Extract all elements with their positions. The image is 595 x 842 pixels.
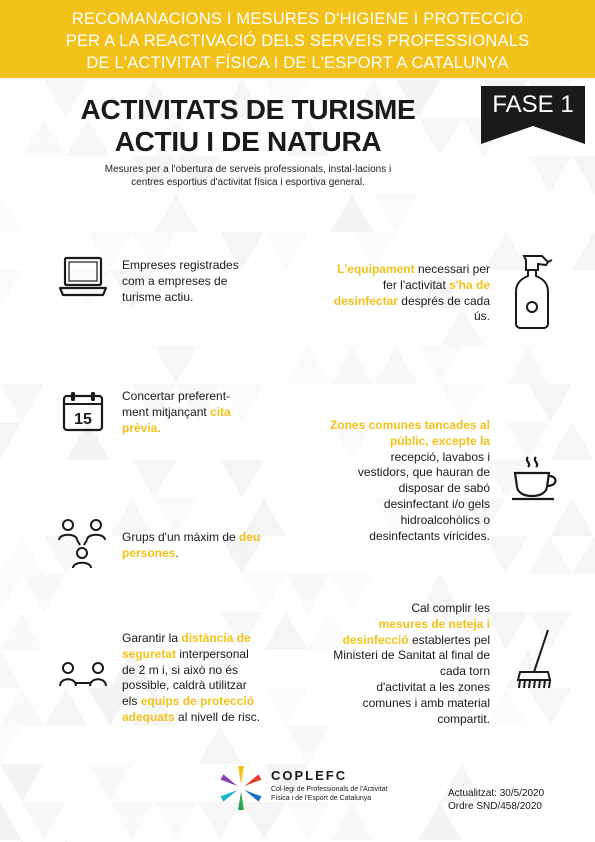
text-line	[122, 663, 260, 679]
background-triangle	[286, 802, 330, 840]
background-triangle	[176, 156, 220, 194]
text-line	[298, 278, 490, 294]
highlighted-text: s'ha de	[449, 277, 490, 292]
background-triangle	[528, 536, 572, 574]
background-triangle	[330, 802, 374, 840]
text-line	[122, 274, 239, 290]
body-text: hidroalcohòlics o	[400, 512, 490, 527]
background-triangle	[132, 460, 176, 498]
background-triangle	[528, 688, 572, 726]
text-line	[298, 309, 490, 325]
page-title-line-2: ACTIU I DE NATURA	[114, 126, 382, 157]
background-triangle	[418, 346, 462, 384]
legal-order: Ordre SND/458/2020	[448, 801, 542, 812]
body-text: recepció, lavabos i	[390, 449, 490, 464]
item-group-size-text	[122, 530, 260, 562]
background-triangle	[22, 574, 66, 612]
highlighted-text: deu	[239, 530, 261, 544]
text-line	[122, 389, 231, 405]
body-text: cada torn	[439, 664, 490, 679]
body-text: com a empreses de	[122, 273, 228, 288]
phase-badge-label: FASE 1	[492, 91, 574, 118]
text-line	[122, 546, 260, 562]
text-line	[122, 405, 231, 421]
body-text: ús.	[473, 309, 490, 324]
coffee-cup-icon	[510, 455, 560, 501]
distance-icon	[58, 660, 108, 692]
body-text: d'activitat a les zones	[376, 679, 490, 694]
background-triangle	[154, 194, 198, 232]
header-line-2: PER A LA REACTIVACIÓ DELS SERVEIS PROFESSIONALS	[65, 32, 530, 50]
item-cleaning-measures-text	[290, 601, 490, 727]
background-triangle	[88, 764, 132, 802]
text-line	[288, 497, 490, 513]
background-triangle	[440, 384, 484, 422]
background-triangle	[22, 802, 66, 840]
highlighted-text: desinfectar	[333, 293, 398, 308]
highlighted-text: persones	[122, 545, 176, 560]
text-line	[288, 450, 490, 466]
body-text: establertes pel	[408, 632, 490, 647]
body-text: els	[122, 694, 141, 709]
background-triangle	[0, 650, 22, 688]
highlighted-text: seguretat	[122, 646, 177, 661]
background-triangle	[0, 612, 44, 650]
background-triangle	[110, 802, 154, 840]
background-triangle	[0, 422, 22, 460]
text-line	[288, 529, 490, 545]
body-text: compartit.	[437, 711, 490, 726]
body-text: ment mitjançant	[122, 404, 211, 419]
highlighted-text: públic, excepte la	[389, 433, 490, 448]
text-line	[288, 465, 490, 481]
body-text: comunes i amb material	[362, 695, 490, 710]
text-line	[122, 258, 239, 274]
coplefc-star-logo-icon	[215, 762, 267, 814]
background-triangle	[330, 194, 374, 232]
background-triangle	[220, 460, 264, 498]
background-triangle	[154, 802, 198, 840]
laptop-icon	[58, 252, 108, 302]
text-line	[290, 680, 490, 696]
item-registered-companies-text	[122, 258, 239, 305]
background-triangle	[0, 384, 44, 422]
highlighted-text: L'equipament	[337, 262, 415, 276]
background-triangle	[572, 156, 595, 194]
background-triangle	[286, 346, 330, 384]
text-line	[122, 710, 260, 726]
subtitle-line-1: Mesures per a l'obertura de serveis professionals, instal·lacions i	[104, 164, 392, 175]
highlighted-text: cita	[210, 404, 231, 419]
text-line	[290, 664, 490, 680]
background-triangle	[154, 346, 198, 384]
highlighted-text: prèvia.	[122, 420, 161, 435]
text-line	[298, 294, 490, 310]
header-line-3: DE L'ACTIVITAT FÍSICA I DE L'ESPORT A CATALUNYA	[86, 54, 509, 72]
highlighted-text: desinfecció	[342, 632, 409, 647]
body-text: Empreses registrades	[122, 258, 239, 272]
background-triangle	[330, 346, 374, 384]
body-text: Concertar preferent-	[122, 389, 231, 403]
background-triangle	[0, 194, 22, 232]
background-triangle	[44, 688, 88, 726]
org-name-line-1: Col·legi de Professionals de l'Activitat	[271, 786, 388, 793]
brand-name: COPLEFC	[271, 768, 348, 783]
body-text: de 2 m i, si això no és	[122, 662, 239, 677]
background-triangle	[572, 232, 595, 270]
org-name-line-2: Física i de l'Esport de Catalunya	[271, 795, 372, 802]
body-text: necessari per	[414, 262, 490, 276]
updated-date: Actualitzat: 30/5/2020	[448, 788, 545, 799]
highlighted-text: Zones comunes tancades al	[329, 418, 490, 432]
background-triangle	[0, 574, 22, 612]
background-triangle	[0, 536, 44, 574]
body-text: turisme actiu.	[122, 289, 194, 304]
background-triangle	[0, 726, 22, 764]
background-triangle	[374, 346, 418, 384]
background-triangle	[0, 764, 44, 802]
text-line	[290, 601, 490, 617]
background-triangle	[506, 346, 550, 384]
background-triangle	[0, 270, 22, 308]
background-triangle	[0, 688, 44, 726]
spray-bottle-icon	[512, 252, 554, 330]
text-line	[288, 418, 490, 434]
background-triangle	[198, 726, 242, 764]
text-line	[290, 712, 490, 728]
text-line	[298, 262, 490, 278]
header-banner	[0, 0, 595, 78]
background-triangle	[528, 156, 572, 194]
page-title-line-1: ACTIVITATS DE TURISME	[80, 94, 416, 125]
text-line	[122, 631, 260, 647]
highlighted-text: distància de	[181, 631, 251, 645]
body-text: després de cada	[397, 293, 490, 308]
item-appointment-text	[122, 389, 231, 436]
background-triangle	[550, 498, 594, 536]
calendar-day: 15	[74, 411, 92, 428]
group-icon	[56, 516, 108, 574]
text-line	[122, 530, 260, 546]
background-triangle	[132, 156, 176, 194]
background-triangle	[374, 194, 418, 232]
body-text: desinfectant i/o gels	[383, 496, 490, 511]
text-line	[290, 633, 490, 649]
item-common-areas-text	[288, 418, 490, 544]
body-text: desinfectants viricides.	[369, 528, 490, 543]
highlighted-text: equips de protecció	[140, 694, 255, 709]
text-line	[290, 648, 490, 664]
calendar-icon	[60, 389, 106, 435]
body-text: interpersonal	[176, 646, 249, 661]
body-text: fer l'activitat	[382, 277, 450, 292]
body-text: al nivell de risc.	[174, 709, 261, 724]
body-text: .	[175, 545, 179, 560]
body-text: Garantir la	[122, 631, 182, 645]
body-text: Cal complir les	[411, 601, 490, 615]
body-text: vestidors, que hauran de	[357, 465, 490, 480]
header-line-1: RECOMANACIONS I MESURES D'HIGIENE I PROTECCIÓ	[71, 10, 524, 28]
background-triangle	[286, 726, 330, 764]
text-line	[288, 513, 490, 529]
body-text: Ministeri de Sanitat al final de	[333, 648, 490, 663]
phase-badge	[481, 86, 585, 149]
item-safety-distance-text	[122, 631, 260, 726]
text-line	[122, 678, 260, 694]
highlighted-text: adequats	[122, 709, 175, 724]
text-line	[122, 694, 260, 710]
text-line	[288, 434, 490, 450]
background-triangle	[528, 384, 572, 422]
background-triangle	[484, 688, 528, 726]
background-triangle	[484, 536, 528, 574]
subtitle-line-2: centres esportius d'activitat física i esportiva general.	[131, 177, 365, 188]
text-line	[290, 696, 490, 712]
mop-icon	[510, 628, 560, 690]
text-line	[288, 481, 490, 497]
background-triangle	[572, 536, 595, 574]
body-text: disposar de sabó	[398, 481, 490, 496]
body-text: possible, caldrà utilitzar	[122, 678, 247, 693]
text-line	[122, 290, 239, 306]
body-text: Grups d'un màxim de	[122, 530, 240, 544]
background-triangle	[0, 802, 22, 840]
item-equipment-disinfect-text	[298, 262, 490, 325]
highlighted-text: mesures de neteja i	[378, 616, 490, 631]
text-line	[290, 617, 490, 633]
text-line	[122, 421, 231, 437]
background-triangle	[242, 574, 286, 612]
text-line	[122, 647, 260, 663]
